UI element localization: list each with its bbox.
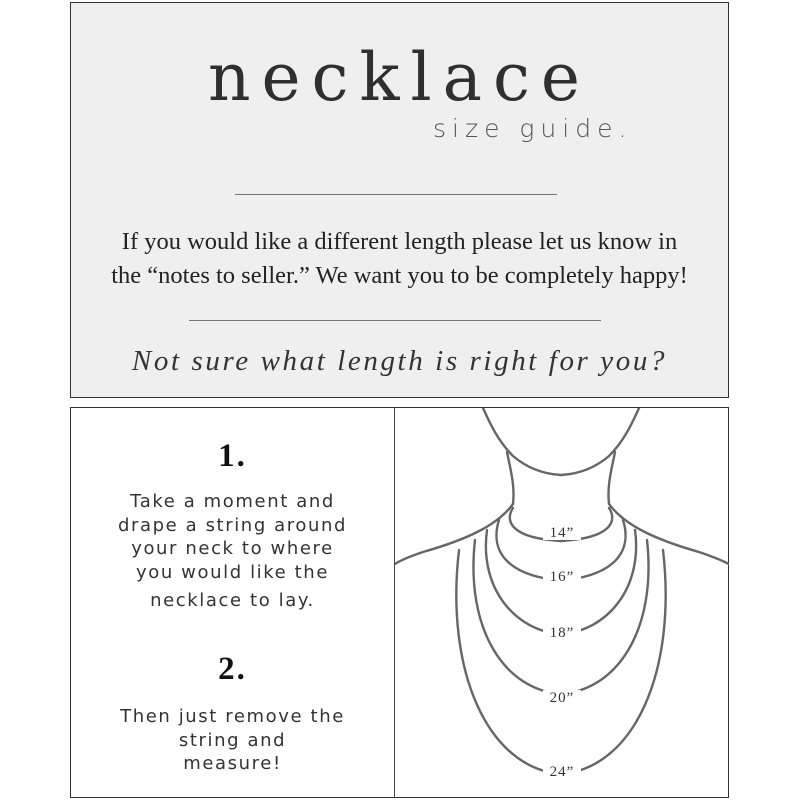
notes-line-2: the “notes to seller.” We want you to be completely happy! — [111, 262, 688, 289]
step-2-number: 2. — [218, 651, 247, 687]
step-1-line: you would like the — [135, 561, 329, 583]
length-label-16: 16” — [549, 569, 575, 585]
page-title: necklace — [207, 39, 591, 116]
length-label-24: 24” — [549, 764, 575, 780]
divider-rule — [189, 320, 601, 321]
page-subtitle: size guide. — [433, 114, 633, 143]
notes-text — [71, 225, 728, 293]
step-2-line: measure! — [183, 753, 282, 774]
step-1-line: necklace to lay. — [150, 590, 315, 611]
instructions-card — [70, 407, 729, 798]
length-label-20: 20” — [549, 690, 575, 706]
step-1-line: Take a moment and — [130, 491, 335, 512]
step-2-line: string and — [178, 729, 287, 751]
notes-line-1: If you would like a different length please let us know in — [121, 228, 678, 255]
right-shoulder-outline — [609, 504, 729, 564]
chin-outline — [483, 408, 639, 475]
neck-outline — [507, 452, 615, 504]
step-1-number: 1. — [218, 438, 247, 474]
step-2-text — [71, 705, 394, 776]
question-text: Not sure what length is right for you? — [131, 345, 668, 377]
neck-illustration — [395, 408, 729, 797]
length-label-14: 14” — [549, 525, 575, 541]
length-label-18: 18” — [549, 625, 575, 641]
neck-diagram — [395, 408, 729, 797]
header-card — [70, 2, 729, 398]
necklace-20-line — [473, 540, 648, 694]
divider-rule — [235, 194, 557, 195]
step-2-line: Then just remove the — [120, 706, 345, 727]
step-1-line: drape a string around — [117, 514, 348, 536]
step-1-text — [71, 490, 394, 613]
step-1-line: your neck to where — [131, 538, 334, 559]
